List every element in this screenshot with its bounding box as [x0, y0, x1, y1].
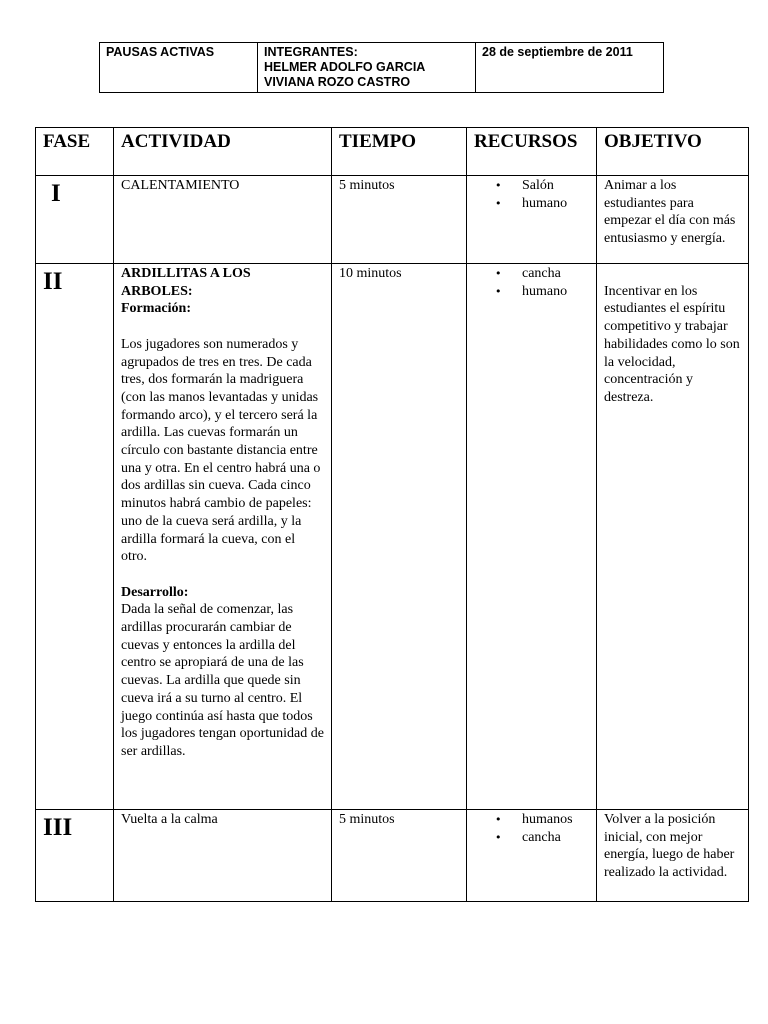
resource-item: • humano [495, 283, 589, 301]
header-table [99, 42, 664, 93]
objective-text: Incentivar en los estudiantes el espíritu competitivo y trabajar habilidades como lo son la velocidad, concentración y destreza. [604, 283, 740, 405]
objective-text: Volver a la posición inicial, con mejor energía, luego de haber realizado la actividad. [604, 812, 735, 881]
resources-list [474, 265, 589, 300]
document-title: PAUSAS ACTIVAS [106, 45, 215, 59]
resources-cell [467, 264, 597, 810]
table-row [36, 176, 749, 264]
activity-cell [114, 176, 332, 264]
header-row [100, 43, 664, 93]
column-header-objetivo: OBJETIVO [597, 128, 749, 176]
activity-cell [114, 810, 332, 902]
activity-time: 5 minutos [339, 812, 395, 827]
table-row [36, 264, 749, 810]
activity-title: ARDILLITAS A LOS ARBOLES: [121, 266, 251, 299]
column-header-actividad: ACTIVIDAD [114, 128, 332, 176]
development-text: Dada la señal de comenzar, las ardillas procurarán cambiar de cuevas y entonces la ardilla del centro se apropiará de una de las cuevas. La ardilla que quede sin cueva irá a su turno al centro. El juego continúa así hasta que todos los jugadores tengan oportunidad de ser ardillas. [121, 602, 324, 759]
resources-list [474, 177, 589, 212]
resource-item: • cancha [495, 829, 589, 847]
activity-name: Vuelta a la calma [121, 812, 218, 827]
objective-cell [597, 264, 749, 810]
spacer [121, 566, 324, 584]
resources-cell [467, 810, 597, 902]
column-header-fase: FASE [36, 128, 114, 176]
objective-cell [597, 176, 749, 264]
member-name: VIVIANA ROZO CASTRO [264, 75, 411, 89]
phase-label: II [43, 268, 63, 295]
resource-item: • humanos [495, 811, 589, 829]
development-label: Desarrollo: [121, 584, 189, 600]
phase-cell [36, 264, 114, 810]
resources-list [474, 811, 589, 846]
time-cell [332, 176, 467, 264]
column-header-tiempo: TIEMPO [332, 128, 467, 176]
objective-cell [597, 810, 749, 902]
spacer [604, 265, 741, 283]
members-label: INTEGRANTES: [264, 45, 358, 59]
formation-text: Los jugadores son numerados y agrupados de tres en tres. De cada tres, dos formarán la madriguera (con las manos levantadas y unidas formando arco), y el tercero será la ardilla. Las cuevas formarán un círculo con bastante distancia entre una y otra. En el centro habrá una o dos ardillas sin cueva. Cada cinco minutos habrá cambio de papeles: uno de la cueva será ardilla, y la ardilla formará la cueva, con el otro. [121, 336, 321, 565]
document-date: 28 de septiembre de 2011 [482, 45, 633, 59]
spacer [121, 318, 324, 336]
objective-text: Animar a los estudiantes para empezar el día con más entusiasmo y energía. [604, 178, 736, 247]
phase-cell [36, 810, 114, 902]
time-cell [332, 810, 467, 902]
table-header-row [36, 128, 749, 176]
table-row [36, 810, 749, 902]
activity-time: 10 minutos [339, 266, 402, 281]
activity-cell [114, 264, 332, 810]
date-cell [476, 43, 664, 93]
time-cell [332, 264, 467, 810]
activities-table [35, 127, 749, 902]
resources-cell [467, 176, 597, 264]
column-header-recursos: RECURSOS [467, 128, 597, 176]
phase-label: III [43, 814, 73, 841]
activity-name: CALENTAMIENTO [121, 178, 240, 193]
resource-item: • cancha [495, 265, 589, 283]
activity-time: 5 minutos [339, 178, 395, 193]
member-name: HELMER ADOLFO GARCIA [264, 60, 426, 74]
phase-label: I [51, 180, 61, 207]
members-cell [258, 43, 476, 93]
document-title-cell [100, 43, 258, 93]
formation-label: Formación: [121, 301, 191, 317]
resource-item: • humano [495, 195, 589, 213]
phase-cell [36, 176, 114, 264]
resource-item: • Salón [495, 177, 589, 195]
